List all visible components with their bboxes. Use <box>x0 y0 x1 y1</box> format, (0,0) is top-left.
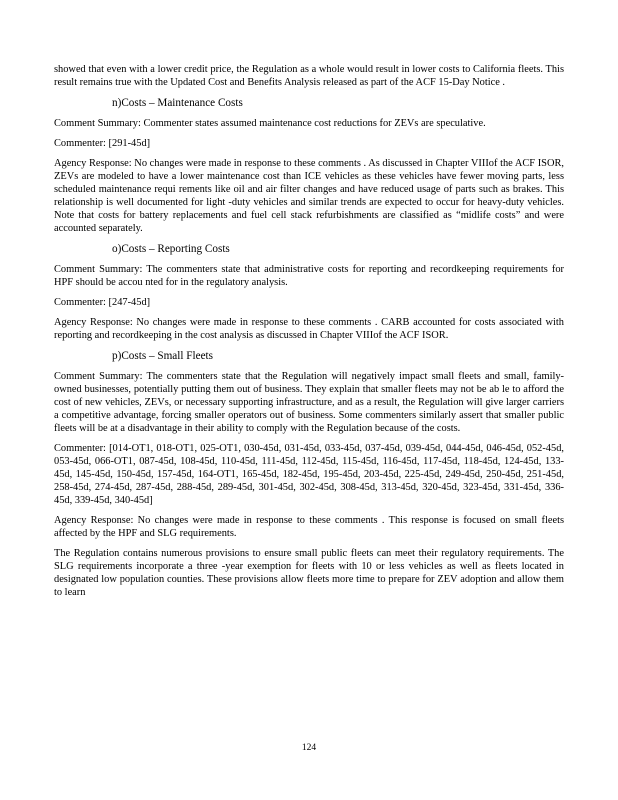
agency-response: Agency Response: No changes were made in response to these comments . As discussed in Chapter VIIIof the ACF ISOR, ZEVs are modeled to have a lower maintenance cost than ICE vehicles as these vehicles have fewer moving parts, less scheduled maintenance requi rements like oil and air filter changes and have reduced usage of parts such as brakes. This relationship is well documented for light -duty vehicles and similar trends are expected to occur for heavy-duty vehicles. Note that costs for battery replacements and fuel cell stack refurbishments are classified as “midlife costs” and were accounted separately. <box>54 158 564 234</box>
section-heading-reporting-costs: o)Costs – Reporting Costs <box>112 243 230 255</box>
commenter-list: Commenter: [247-45d] <box>54 297 151 308</box>
agency-response: Agency Response: No changes were made in response to these comments . This response is focused on small fleets affected by the HPF and SLG requirements. <box>54 515 564 539</box>
comment-summary: Comment Summary: The commenters state that the Regulation will negatively impact small fleets and small, family-owned businesses, potentially putting them out of business. They explain that smaller fleets may not be ab le to afford the cost of new vehicles, ZEVs, or necessary supporting infrastructure, and as a result, the Regulation will give larger carriers a competitive advantage, forcing smaller operators out of business. Some commenters similarly assert that smaller public fleets will be at a disadvantage in their ability to comply with the Regulation because of the costs. <box>54 371 564 434</box>
comment-summary: Comment Summary: Commenter states assumed maintenance cost reductions for ZEVs are speculative. <box>54 118 486 129</box>
commenter-list: Commenter: [291-45d] <box>54 138 151 149</box>
body-paragraph: The Regulation contains numerous provisions to ensure small public fleets can meet their regulatory requirements. The SLG requirements incorporate a three -year exemption for fleets with 10 or less vehicles as well as fleets located in designated low population counties. These provisions allow fleets more time to prepare for ZEV adoption and allow them to learn <box>54 548 564 598</box>
page-number: 124 <box>301 743 317 753</box>
agency-response: Agency Response: No changes were made in response to these comments . CARB accounted for costs associated with reporting and recordkeeping in the cost analysis as discussed in Chapter VIIIof the ACF ISOR. <box>54 317 564 341</box>
section-heading-maintenance-costs: n)Costs – Maintenance Costs <box>112 97 243 109</box>
document-body <box>54 63 564 606</box>
comment-summary: Comment Summary: The commenters state that administrative costs for reporting and recordkeeping requirements for HPF should be accou nted for in the regulatory analysis. <box>54 264 564 288</box>
intro-paragraph: showed that even with a lower credit price, the Regulation as a whole would result in lower costs to California fleets. This result remains true with the Updated Cost and Benefits Analysis released as part of the ACF 15-Day Notice . <box>54 64 564 88</box>
section-heading-small-fleets: p)Costs – Small Fleets <box>112 350 214 362</box>
commenter-list: Commenter: [014-OT1, 018-OT1, 025-OT1, 030-45d, 031-45d, 033-45d, 037-45d, 039-45d, 044-45d, 046-45d, 052-45d, 053-45d, 066-OT1, 087-45d, 108-45d, 110-45d, 111-45d, 112-45d, 115-45d, 116-45d, 117-45d, 118-45d, 124-45d, 133-45d, 145-45d, 150-45d, 157-45d, 164-OT1, 165-45d, 182-45d, 195-45d, 203-45d, 225-45d, 249-45d, 250-45d, 251-45d, 258-45d, 274-45d, 287-45d, 288-45d, 289-45d, 301-45d, 302-45d, 308-45d, 313-45d, 320-45d, 323-45d, 331-45d, 336-45d, 339-45d, 340-45d] <box>54 443 564 506</box>
